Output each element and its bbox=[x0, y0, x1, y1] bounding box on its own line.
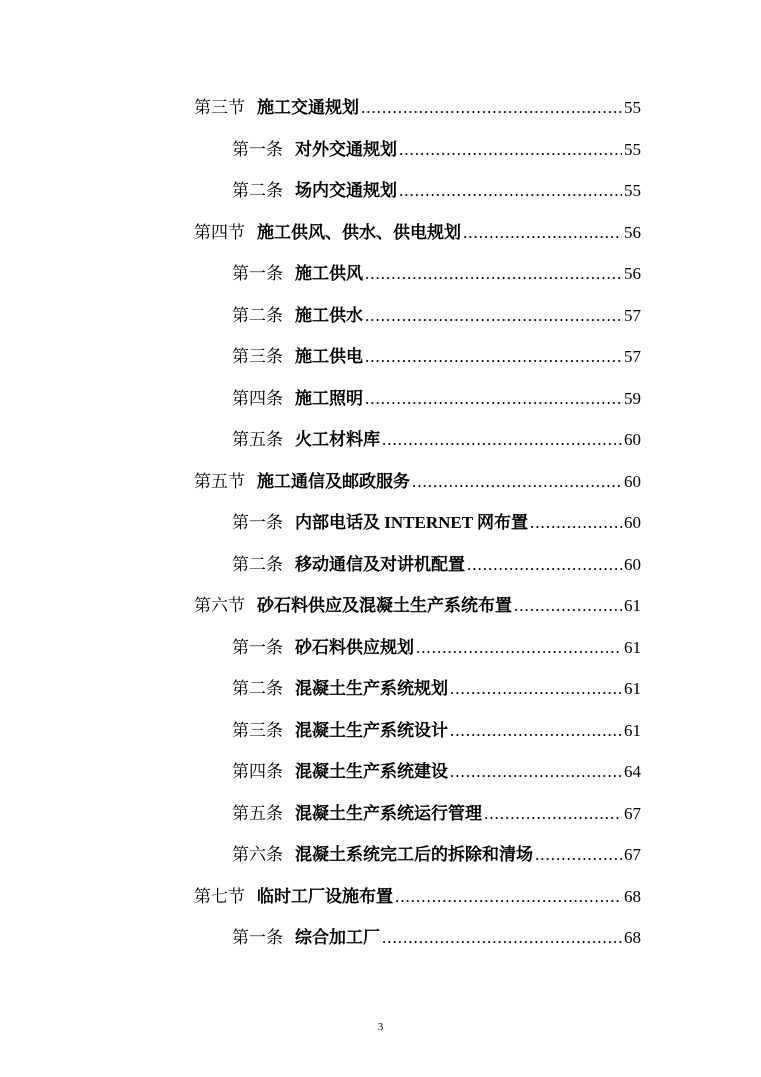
toc-entry-title: 对外交通规划 bbox=[295, 139, 397, 159]
toc-entry-page: 55 bbox=[624, 181, 641, 200]
toc-section-entry[interactable] bbox=[194, 591, 641, 633]
dot-leader bbox=[365, 384, 622, 414]
toc-entry-label: 第六条 bbox=[232, 845, 283, 864]
toc-entry-label: 第一条 bbox=[232, 928, 283, 947]
toc-entry-label: 第二条 bbox=[232, 181, 283, 200]
dot-leader bbox=[399, 135, 622, 165]
toc-article-entry[interactable] bbox=[194, 135, 641, 177]
toc-entry-page: 61 bbox=[624, 679, 641, 698]
toc-entry-page: 59 bbox=[624, 388, 641, 408]
toc-entry-title: 场内交通规划 bbox=[295, 181, 397, 200]
dot-leader bbox=[530, 508, 622, 538]
page-number: 3 bbox=[377, 1021, 384, 1033]
toc-entry-page: 61 bbox=[624, 596, 641, 615]
toc-entry-title: 施工供风、供水、供电规划 bbox=[257, 222, 461, 242]
toc-entry-page: 57 bbox=[624, 347, 641, 366]
dot-leader bbox=[484, 799, 622, 829]
toc-entry-title: 临时工厂设施布置 bbox=[257, 886, 393, 906]
dot-leader bbox=[416, 633, 622, 663]
toc-article-entry[interactable] bbox=[194, 342, 641, 384]
toc-article-entry[interactable] bbox=[194, 550, 641, 592]
toc-entry-page: 64 bbox=[624, 762, 641, 781]
toc-entry-title: 施工供水 bbox=[295, 305, 363, 325]
dot-leader bbox=[412, 467, 622, 497]
dot-leader bbox=[365, 301, 622, 331]
dot-leader bbox=[450, 716, 622, 746]
toc-entry-label: 第一条 bbox=[232, 513, 283, 532]
toc-entry-title: 混凝土生产系统规划 bbox=[295, 679, 448, 698]
toc-entry-title: 混凝土系统完工后的拆除和清场 bbox=[295, 845, 533, 864]
toc-entry-label: 第四条 bbox=[232, 762, 283, 781]
toc-entry-title: 施工照明 bbox=[295, 388, 363, 408]
toc-entry-label: 第七节 bbox=[194, 886, 245, 906]
toc-entry-title: 火工材料库 bbox=[295, 430, 380, 449]
toc-article-entry[interactable] bbox=[194, 923, 641, 965]
toc-article-entry[interactable] bbox=[194, 176, 641, 218]
toc-entry-page: 60 bbox=[624, 430, 641, 449]
dot-leader bbox=[365, 342, 622, 372]
toc-entry-label: 第五条 bbox=[232, 803, 283, 823]
toc-article-entry[interactable] bbox=[194, 840, 641, 882]
toc-section-entry[interactable] bbox=[194, 218, 641, 260]
toc-entry-label: 第二条 bbox=[232, 305, 283, 325]
toc-entry-page: 67 bbox=[624, 803, 641, 823]
toc-entry-label: 第一条 bbox=[232, 264, 283, 283]
toc-entry-title: 混凝土生产系统设计 bbox=[295, 720, 448, 740]
dot-leader bbox=[450, 674, 622, 704]
toc-entry-label: 第五条 bbox=[232, 430, 283, 449]
dot-leader bbox=[361, 93, 622, 123]
toc-entry-page: 61 bbox=[624, 637, 641, 657]
toc-article-entry[interactable] bbox=[194, 259, 641, 301]
toc-entry-title: 砂石料供应规划 bbox=[295, 637, 414, 657]
table-of-contents bbox=[194, 93, 641, 965]
toc-entry-page: 68 bbox=[624, 886, 641, 906]
toc-entry-label: 第一条 bbox=[232, 139, 283, 159]
toc-article-entry[interactable] bbox=[194, 757, 641, 799]
toc-entry-label: 第三条 bbox=[232, 720, 283, 740]
dot-leader bbox=[365, 259, 622, 289]
dot-leader bbox=[382, 923, 622, 953]
toc-entry-label: 第一条 bbox=[232, 637, 283, 657]
toc-article-entry[interactable] bbox=[194, 633, 641, 675]
toc-article-entry[interactable] bbox=[194, 508, 641, 550]
toc-entry-label: 第四条 bbox=[232, 388, 283, 408]
toc-entry-page: 60 bbox=[624, 471, 641, 491]
toc-entry-title: 施工供风 bbox=[295, 264, 363, 283]
toc-entry-title: 移动通信及对讲机配置 bbox=[295, 554, 465, 574]
toc-entry-title: 综合加工厂 bbox=[295, 928, 380, 947]
toc-entry-title: 混凝土生产系统运行管理 bbox=[295, 803, 482, 823]
toc-entry-title: 施工交通规划 bbox=[257, 98, 359, 117]
toc-entry-page: 56 bbox=[624, 222, 641, 242]
dot-leader bbox=[463, 218, 622, 248]
toc-entry-label: 第六节 bbox=[194, 596, 245, 615]
toc-entry-page: 67 bbox=[624, 845, 641, 864]
dot-leader bbox=[535, 840, 622, 870]
dot-leader bbox=[467, 550, 622, 580]
toc-article-entry[interactable] bbox=[194, 301, 641, 343]
dot-leader bbox=[514, 591, 622, 621]
toc-article-entry[interactable] bbox=[194, 716, 641, 758]
toc-entry-label: 第三节 bbox=[194, 98, 245, 117]
toc-article-entry[interactable] bbox=[194, 384, 641, 426]
toc-section-entry[interactable] bbox=[194, 467, 641, 509]
toc-entry-page: 56 bbox=[624, 264, 641, 283]
toc-entry-label: 第五节 bbox=[194, 471, 245, 491]
toc-entry-page: 61 bbox=[624, 720, 641, 740]
toc-entry-title: 施工通信及邮政服务 bbox=[257, 471, 410, 491]
toc-article-entry[interactable] bbox=[194, 799, 641, 841]
toc-entry-page: 68 bbox=[624, 928, 641, 947]
toc-entry-page: 60 bbox=[624, 554, 641, 574]
toc-entry-page: 55 bbox=[624, 98, 641, 117]
dot-leader bbox=[382, 425, 622, 455]
dot-leader bbox=[399, 176, 622, 206]
toc-entry-title: 内部电话及 INTERNET 网布置 bbox=[295, 513, 528, 532]
toc-entry-page: 60 bbox=[624, 513, 641, 532]
toc-entry-title: 施工供电 bbox=[295, 347, 363, 366]
toc-entry-label: 第三条 bbox=[232, 347, 283, 366]
toc-entry-label: 第四节 bbox=[194, 222, 245, 242]
toc-entry-label: 第二条 bbox=[232, 554, 283, 574]
toc-entry-page: 55 bbox=[624, 139, 641, 159]
dot-leader bbox=[450, 757, 622, 787]
toc-entry-title: 混凝土生产系统建设 bbox=[295, 762, 448, 781]
toc-section-entry[interactable] bbox=[194, 882, 641, 924]
toc-article-entry[interactable] bbox=[194, 674, 641, 716]
toc-entry-title: 砂石料供应及混凝土生产系统布置 bbox=[257, 596, 512, 615]
toc-entry-page: 57 bbox=[624, 305, 641, 325]
toc-entry-label: 第二条 bbox=[232, 679, 283, 698]
toc-article-entry[interactable] bbox=[194, 425, 641, 467]
dot-leader bbox=[395, 882, 622, 912]
toc-section-entry[interactable] bbox=[194, 93, 641, 135]
